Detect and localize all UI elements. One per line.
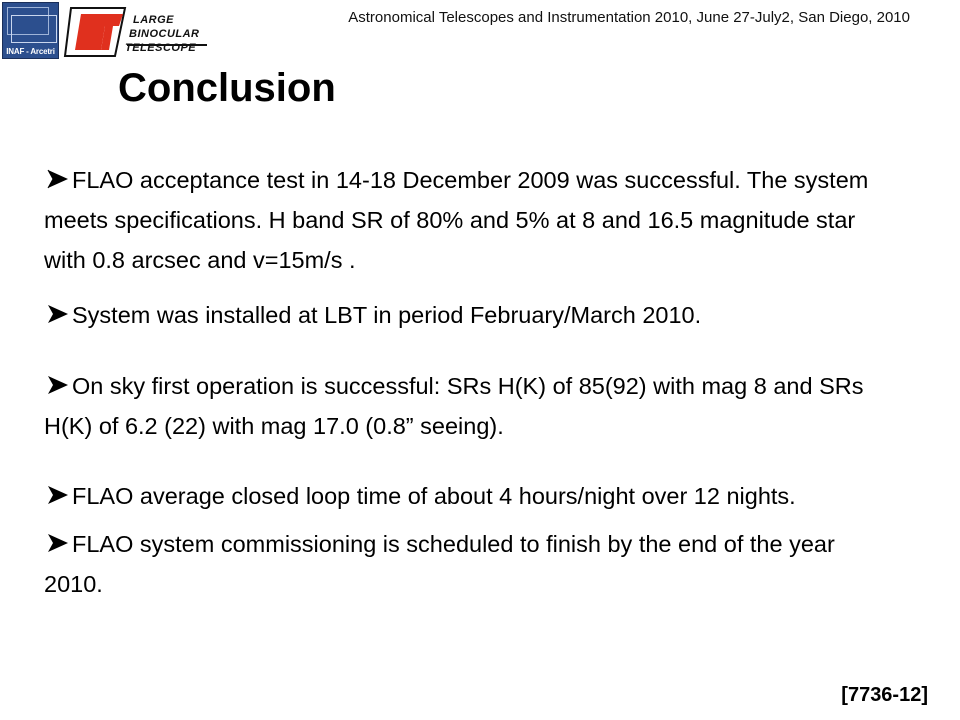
bullet-text: FLAO average closed loop time of about 4 hours/night over 12 nights.	[72, 483, 796, 509]
lbt-line1: LARGE	[133, 14, 174, 26]
arrow-bullet-icon	[44, 303, 70, 325]
arrow-bullet-icon	[44, 532, 70, 554]
arrow-bullet-icon	[44, 168, 70, 190]
bullet-item	[44, 366, 894, 446]
bullet-list	[44, 160, 894, 604]
bullet-text: On sky first operation is successful: SRs H(K) of 85(92) with mag 8 and SRs H(K) of 6.2 (22) with mag 17.0 (0.8” seeing).	[44, 373, 864, 439]
lbt-line2: BINOCULAR	[129, 28, 200, 40]
paper-code: [7736-12]	[841, 684, 928, 706]
bullet-text: FLAO system commissioning is scheduled to finish by the end of the year 2010.	[44, 531, 835, 597]
lbt-line3: TELESCOPE	[125, 42, 197, 54]
bullet-item	[44, 476, 894, 516]
bullet-item	[44, 160, 894, 280]
arrow-bullet-icon	[44, 374, 70, 396]
page-title: Conclusion	[118, 66, 336, 110]
bullet-item	[44, 524, 894, 604]
conference-header: Astronomical Telescopes and Instrumentation 2010, June 27-July2, San Diego, 2010	[348, 9, 910, 26]
bullet-item	[44, 295, 894, 335]
arrow-bullet-icon	[44, 484, 70, 506]
bullet-text: FLAO acceptance test in 14-18 December 2009 was successful. The system meets specifications. H band SR of 80% and 5% at 8 and 16.5 magnitude star with 0.8 arcsec and v=15m/s .	[44, 167, 869, 273]
inaf-logo-text: INAF - Arcetri	[6, 47, 55, 56]
bullet-text: System was installed at LBT in period February/March 2010.	[72, 302, 702, 328]
